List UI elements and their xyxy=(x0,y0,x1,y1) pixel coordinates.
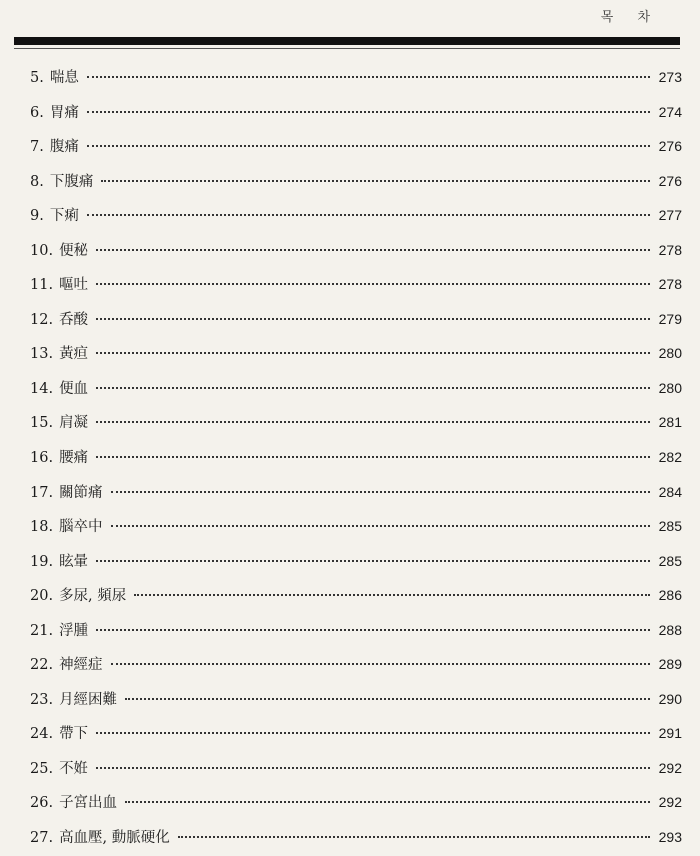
dot-leader xyxy=(87,76,650,78)
toc-entry-title: 便血 xyxy=(59,380,89,397)
toc-entry-page: 274 xyxy=(658,103,682,120)
toc-entry xyxy=(30,198,682,233)
toc-entry-title: 眩暈 xyxy=(59,553,89,570)
toc-entry-page: 282 xyxy=(658,449,682,466)
toc-entry xyxy=(30,405,682,440)
toc-entry-number: 9. xyxy=(30,208,44,225)
toc-entry xyxy=(30,716,682,751)
toc-entry-number: 18. xyxy=(30,519,54,536)
table-of-contents xyxy=(30,60,682,855)
toc-entry-number: 8. xyxy=(30,173,44,190)
header-rule-thin xyxy=(14,48,680,49)
toc-entry-page: 289 xyxy=(658,656,682,673)
dot-leader xyxy=(96,352,650,354)
toc-entry-page: 276 xyxy=(658,172,682,189)
toc-entry-page: 277 xyxy=(658,207,682,224)
toc-entry xyxy=(30,164,682,199)
toc-entry-title: 腹痛 xyxy=(49,139,79,156)
toc-entry xyxy=(30,751,682,786)
toc-entry-title: 多尿, 頻尿 xyxy=(59,588,127,605)
toc-entry-number: 26. xyxy=(30,795,54,812)
toc-entry-page: 286 xyxy=(658,587,682,604)
toc-entry-number: 22. xyxy=(30,657,54,674)
toc-entry-number: 5. xyxy=(30,70,44,86)
toc-entry-title: 腰痛 xyxy=(59,450,89,467)
dot-leader xyxy=(96,387,650,389)
toc-entry-page: 278 xyxy=(658,241,682,258)
toc-entry-title: 關節痛 xyxy=(59,484,103,501)
toc-entry-page: 285 xyxy=(658,518,682,535)
dot-leader xyxy=(134,594,650,596)
toc-entry-number: 15. xyxy=(30,415,54,432)
dot-leader xyxy=(125,698,650,700)
toc-entry xyxy=(30,544,682,579)
toc-entry xyxy=(30,302,682,337)
dot-leader xyxy=(96,767,650,769)
toc-entry xyxy=(30,820,682,855)
toc-entry-title: 下腹痛 xyxy=(49,173,94,190)
toc-entry-number: 10. xyxy=(30,242,54,259)
toc-entry-page: 284 xyxy=(658,483,682,500)
dot-leader xyxy=(96,421,650,423)
toc-entry-page: 290 xyxy=(658,690,682,707)
running-header: 목 차 xyxy=(600,10,660,25)
toc-entry-title: 胃痛 xyxy=(49,104,79,121)
toc-entry-title: 月經困難 xyxy=(59,691,118,708)
toc-entry-title: 黃疸 xyxy=(59,346,89,363)
toc-entry-number: 19. xyxy=(30,553,54,570)
toc-entry xyxy=(30,233,682,268)
toc-entry-page: 280 xyxy=(658,345,682,362)
toc-entry xyxy=(30,682,682,717)
dot-leader xyxy=(111,525,650,527)
toc-entry-title: 下痢 xyxy=(49,208,79,225)
toc-entry-number: 6. xyxy=(30,104,44,121)
toc-entry xyxy=(30,440,682,475)
toc-entry xyxy=(30,371,682,406)
dot-leader xyxy=(87,111,650,113)
toc-entry-number: 20. xyxy=(30,588,54,605)
dot-leader xyxy=(125,801,650,803)
toc-entry-number: 12. xyxy=(30,311,54,328)
toc-entry xyxy=(30,129,682,164)
toc-entry-number: 7. xyxy=(30,139,44,156)
toc-entry-number: 14. xyxy=(30,380,54,397)
toc-entry-page: 280 xyxy=(658,379,682,396)
dot-leader xyxy=(96,318,650,320)
toc-entry-page: 292 xyxy=(658,759,682,776)
toc-entry xyxy=(30,336,682,371)
toc-entry-number: 27. xyxy=(30,830,54,847)
toc-entry-page: 293 xyxy=(658,829,682,846)
toc-entry xyxy=(30,95,682,130)
toc-entry-page: 288 xyxy=(658,621,682,638)
dot-leader xyxy=(111,491,650,493)
toc-entry-title: 腦卒中 xyxy=(59,519,103,536)
toc-entry-number: 24. xyxy=(30,726,54,743)
dot-leader xyxy=(96,456,650,458)
dot-leader xyxy=(96,732,650,734)
toc-entry xyxy=(30,647,682,682)
toc-entry-title: 高血壓, 動脈硬化 xyxy=(59,830,170,847)
toc-entry-number: 17. xyxy=(30,484,54,501)
toc-entry-number: 21. xyxy=(30,622,54,639)
toc-entry xyxy=(30,578,682,613)
toc-entry-title: 嘔吐 xyxy=(59,277,89,294)
dot-leader xyxy=(101,180,650,182)
toc-entry-title: 神經症 xyxy=(59,657,103,674)
header-rule-thick xyxy=(14,37,680,45)
toc-entry-number: 16. xyxy=(30,450,54,467)
dot-leader xyxy=(96,283,650,285)
toc-entry xyxy=(30,267,682,302)
toc-entry-page: 291 xyxy=(658,725,682,742)
toc-entry-title: 呑酸 xyxy=(59,311,89,328)
toc-entry-title: 浮腫 xyxy=(59,622,89,639)
toc-entry-title: 喘息 xyxy=(49,70,79,86)
toc-entry xyxy=(30,509,682,544)
toc-entry-page: 278 xyxy=(658,276,682,293)
toc-entry-page: 292 xyxy=(658,794,682,811)
toc-entry-number: 25. xyxy=(30,760,54,777)
dot-leader xyxy=(87,145,650,147)
toc-entry-title: 不姙 xyxy=(59,760,89,777)
toc-entry xyxy=(30,60,682,95)
toc-entry-title: 帶下 xyxy=(59,726,89,743)
toc-entry xyxy=(30,613,682,648)
dot-leader xyxy=(178,836,650,838)
dot-leader xyxy=(96,629,650,631)
toc-entry-title: 便秘 xyxy=(59,242,89,259)
dot-leader xyxy=(87,214,650,216)
toc-entry xyxy=(30,475,682,510)
dot-leader xyxy=(96,560,650,562)
toc-entry-number: 23. xyxy=(30,691,54,708)
dot-leader xyxy=(111,663,650,665)
toc-entry-page: 281 xyxy=(658,414,682,431)
toc-entry-page: 279 xyxy=(658,310,682,327)
toc-entry-number: 13. xyxy=(30,346,54,363)
toc-entry-title: 子宮出血 xyxy=(59,795,118,812)
dot-leader xyxy=(96,249,650,251)
toc-entry xyxy=(30,785,682,820)
toc-entry-page: 276 xyxy=(658,138,682,155)
toc-entry-title: 肩凝 xyxy=(59,415,89,432)
toc-entry-number: 11. xyxy=(30,277,54,294)
toc-entry-page: 273 xyxy=(658,69,682,85)
toc-entry-page: 285 xyxy=(658,552,682,569)
